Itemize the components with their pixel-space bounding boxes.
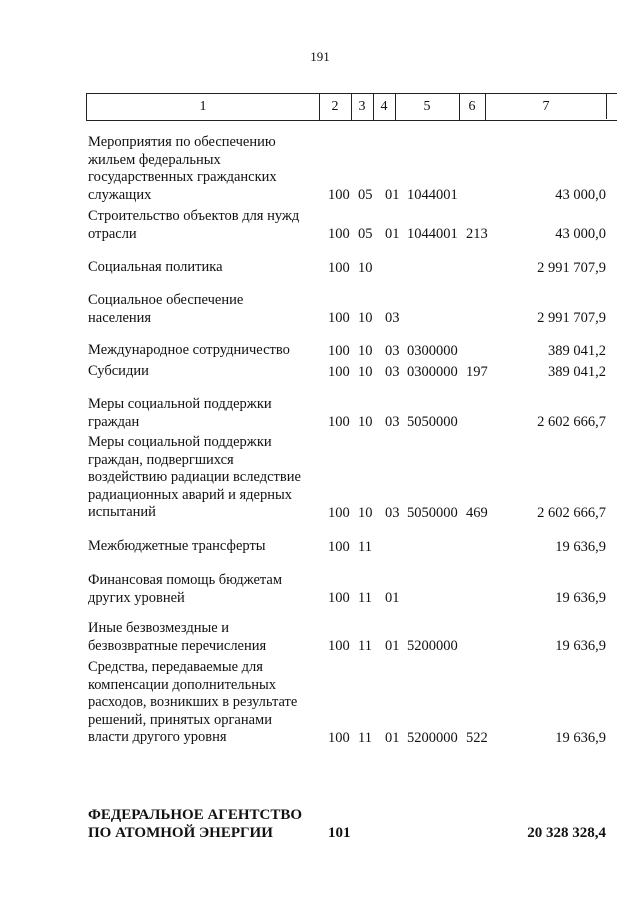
row-subsection: 01 <box>385 637 400 654</box>
table-row <box>0 208 640 243</box>
row-section: 10 <box>358 363 373 380</box>
row-article: 5050000 <box>407 504 458 521</box>
row-name: Средства, передаваемые для компенсации дополнительных расходов, возникших в результате решений, принятых органами власти другого уровня <box>88 659 298 745</box>
agency-total-amount: 20 328 328,4 <box>527 824 606 841</box>
row-section: 10 <box>358 259 373 276</box>
header-col-5: 5 <box>423 99 431 114</box>
row-section: 10 <box>358 309 373 326</box>
row-name: Субсидии <box>88 363 149 379</box>
row-section: 11 <box>358 729 372 746</box>
row-name: Международное сотрудничество <box>88 342 290 358</box>
row-amount: 43 000,0 <box>555 225 606 242</box>
row-ministry: 100 <box>328 225 350 242</box>
row-ministry: 100 <box>328 342 350 359</box>
row-name: Иные безвозмездные и безвозвратные перечисления <box>88 620 267 654</box>
row-section: 10 <box>358 342 373 359</box>
row-section: 11 <box>358 589 372 606</box>
row-expense-type: 469 <box>466 504 488 521</box>
table-row <box>0 396 640 431</box>
row-amount: 19 636,9 <box>555 538 606 555</box>
row-name: Межбюджетные трансферты <box>88 538 266 554</box>
row-subsection: 03 <box>385 413 400 430</box>
page-number: 191 <box>310 49 330 64</box>
row-article: 5200000 <box>407 637 458 654</box>
table-row <box>0 259 640 277</box>
row-subsection: 03 <box>385 504 400 521</box>
row-amount: 389 041,2 <box>548 363 606 380</box>
row-amount: 19 636,9 <box>555 637 606 654</box>
row-amount: 19 636,9 <box>555 729 606 746</box>
table-header <box>86 93 617 121</box>
row-ministry: 100 <box>328 589 350 606</box>
row-amount: 2 602 666,7 <box>537 504 606 521</box>
row-article: 0300000 <box>407 363 458 380</box>
table-row <box>0 134 640 204</box>
header-right-border <box>606 93 607 119</box>
row-expense-type: 522 <box>466 729 488 746</box>
table-row <box>0 292 640 327</box>
table-row <box>0 434 640 522</box>
header-col-3: 3 <box>358 99 366 114</box>
header-col-1: 1 <box>199 99 207 114</box>
header-col-2: 2 <box>331 99 339 114</box>
row-amount: 43 000,0 <box>555 186 606 203</box>
row-name: Социальная политика <box>88 259 223 275</box>
row-article: 5050000 <box>407 413 458 430</box>
row-name: Меры социальной поддержки граждан <box>88 396 272 430</box>
row-amount: 2 991 707,9 <box>537 309 606 326</box>
row-name: Меры социальной поддержки граждан, подвергшихся воздействию радиации вследствие радиационных аварий и ядерных испытаний <box>88 434 301 520</box>
row-section: 10 <box>358 504 373 521</box>
row-ministry: 100 <box>328 729 350 746</box>
row-article: 1044001 <box>407 186 458 203</box>
row-subsection: 01 <box>385 729 400 746</box>
row-name: Социальное обеспечение населения <box>88 292 244 326</box>
agency-total-row <box>0 806 640 842</box>
row-amount: 19 636,9 <box>555 589 606 606</box>
row-section: 10 <box>358 413 373 430</box>
table-row <box>0 572 640 607</box>
row-ministry: 100 <box>328 309 350 326</box>
table-row <box>0 342 640 360</box>
row-name: Мероприятия по обеспечению жильем федеральных государственных гражданских служащих <box>88 134 277 203</box>
row-ministry: 100 <box>328 637 350 654</box>
row-subsection: 03 <box>385 309 400 326</box>
row-ministry: 100 <box>328 259 350 276</box>
row-ministry: 100 <box>328 186 350 203</box>
row-section: 05 <box>358 225 373 242</box>
row-section: 05 <box>358 186 373 203</box>
row-section: 11 <box>358 637 372 654</box>
agency-name: ФЕДЕРАЛЬНОЕ АГЕНТСТВО ПО АТОМНОЙ ЭНЕРГИИ <box>88 807 303 841</box>
row-subsection: 01 <box>385 589 400 606</box>
row-name: Строительство объектов для нужд отрасли <box>88 208 300 242</box>
table-row <box>0 659 640 747</box>
header-col-4: 4 <box>380 99 388 114</box>
row-section: 11 <box>358 538 372 555</box>
row-article: 0300000 <box>407 342 458 359</box>
row-subsection: 03 <box>385 342 400 359</box>
row-ministry: 100 <box>328 538 350 555</box>
row-ministry: 100 <box>328 413 350 430</box>
row-subsection: 01 <box>385 225 400 242</box>
row-ministry: 100 <box>328 504 350 521</box>
row-subsection: 01 <box>385 186 400 203</box>
table-row <box>0 538 640 556</box>
header-col-7: 7 <box>542 99 550 114</box>
row-article: 5200000 <box>407 729 458 746</box>
row-expense-type: 197 <box>466 363 488 380</box>
header-col-6: 6 <box>468 99 476 114</box>
row-article: 1044001 <box>407 225 458 242</box>
row-amount: 2 602 666,7 <box>537 413 606 430</box>
row-ministry: 101 <box>328 824 351 841</box>
row-expense-type: 213 <box>466 225 488 242</box>
row-amount: 2 991 707,9 <box>537 259 606 276</box>
row-subsection: 03 <box>385 363 400 380</box>
table-row <box>0 620 640 655</box>
table-row <box>0 363 640 381</box>
row-amount: 389 041,2 <box>548 342 606 359</box>
row-ministry: 100 <box>328 363 350 380</box>
row-name: Финансовая помощь бюджетам других уровней <box>88 572 283 606</box>
